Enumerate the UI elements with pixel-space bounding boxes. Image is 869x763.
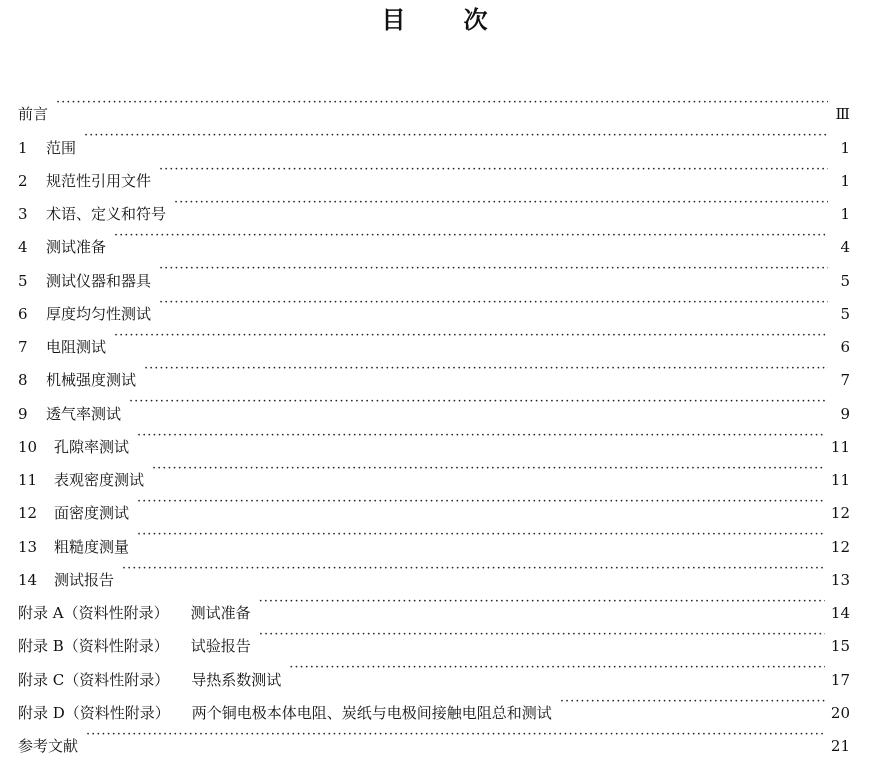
toc-entry-number: 9	[18, 404, 28, 423]
toc-entry-page: 12	[830, 537, 850, 556]
toc-entry-number: 附录 C（资料性附录）	[18, 670, 170, 689]
toc-entry-title: 面密度测试	[54, 504, 130, 523]
toc-entry-number: 4	[18, 238, 28, 257]
toc-entry-title: 术语、定义和符号	[46, 205, 167, 223]
toc-entry-number: 3	[18, 205, 28, 223]
toc-entry[interactable]	[18, 219, 850, 257]
toc-entry[interactable]	[18, 319, 850, 356]
dot-leader	[137, 419, 825, 452]
toc-entry-page: 17	[830, 670, 850, 689]
toc-entry-title: 测试准备	[190, 604, 251, 622]
toc-entry-page: 15	[830, 637, 850, 656]
toc-entry[interactable]	[18, 485, 850, 523]
dot-leader	[560, 685, 825, 718]
toc-entry-page: 1	[840, 171, 850, 190]
toc-entry-page: 5	[840, 271, 850, 290]
toc-entry[interactable]	[18, 385, 850, 423]
toc-entry-page: 1	[840, 138, 850, 157]
toc-entry-number: 12	[18, 504, 38, 523]
toc-entry[interactable]	[18, 452, 850, 489]
page-title: 目次	[381, 6, 546, 34]
toc-entry-number: 13	[18, 537, 38, 556]
toc-entry-page: 12	[830, 504, 850, 523]
toc-entry[interactable]	[18, 552, 850, 589]
dot-leader	[137, 485, 825, 518]
toc-entry[interactable]	[18, 585, 850, 622]
toc-entry-title: 试验报告	[190, 637, 251, 656]
toc-entry-title: 前言	[18, 105, 49, 124]
toc-entry-title: 电阻测试	[46, 338, 107, 356]
dot-leader	[144, 352, 828, 385]
toc-entry[interactable]	[18, 718, 850, 755]
toc-entry-page: 4	[840, 238, 850, 257]
dot-leader	[174, 186, 828, 219]
toc-entry-title: 透气率测试	[46, 404, 122, 423]
dot-leader	[122, 552, 825, 585]
dot-leader	[159, 153, 828, 186]
dot-leader	[86, 718, 825, 751]
toc-entry-number: 11	[18, 471, 38, 489]
toc-entry-page: 1	[840, 205, 850, 223]
dot-leader	[259, 585, 825, 618]
toc-entry-number: 附录 A（资料性附录）	[18, 604, 169, 622]
toc-entry-page: 14	[830, 604, 850, 622]
toc-entry[interactable]	[18, 252, 850, 290]
toc-entry-page: 21	[830, 737, 850, 755]
toc-entry-title: 机械强度测试	[46, 371, 137, 390]
toc-entry-title: 两个铜电极本体电阻、炭纸与电极间接触电阻总和测试	[191, 703, 552, 722]
dot-leader	[129, 385, 828, 418]
toc-entry-title: 参考文献	[18, 737, 79, 755]
dot-leader	[84, 119, 828, 152]
toc-entry[interactable]	[18, 86, 850, 124]
toc-entry[interactable]	[18, 153, 850, 190]
toc-entry-page: 9	[840, 404, 850, 423]
toc-entry-title: 孔隙率测试	[54, 437, 130, 456]
toc-entry-number: 6	[18, 304, 28, 323]
toc-entry-number: 8	[18, 371, 28, 390]
toc-entry-title: 粗糙度测量	[54, 537, 130, 556]
toc-entry-title: 范围	[46, 138, 77, 157]
toc-entry-page: Ⅲ	[835, 105, 850, 124]
toc-entry[interactable]	[18, 518, 850, 556]
toc-entry-number: 10	[18, 437, 38, 456]
toc-entry-title: 测试仪器和器具	[46, 271, 152, 290]
toc-entry-title: 规范性引用文件	[46, 171, 152, 190]
toc-entry-page: 13	[830, 570, 850, 589]
dot-leader	[56, 86, 828, 119]
dot-leader	[137, 518, 825, 551]
dot-leader	[114, 219, 828, 252]
dot-leader	[159, 252, 828, 285]
toc-entry-page: 7	[840, 371, 850, 390]
toc-entry-number: 附录 B（资料性附录）	[18, 637, 169, 656]
toc-entry-number: 5	[18, 271, 28, 290]
toc-entry-number: 14	[18, 570, 38, 589]
toc-entry[interactable]	[18, 419, 850, 456]
toc-entry-title: 导热系数测试	[191, 670, 282, 689]
toc-entry-title: 测试准备	[46, 238, 107, 257]
toc-entry-number: 1	[18, 138, 28, 157]
toc-entry-title: 厚度均匀性测试	[46, 304, 152, 323]
dot-leader	[152, 452, 825, 485]
toc-entry-page: 5	[840, 304, 850, 323]
toc-entry-number: 7	[18, 338, 28, 356]
toc-entry[interactable]	[18, 119, 850, 157]
toc-entry-title: 表观密度测试	[54, 471, 145, 489]
toc-entry-page: 11	[830, 471, 850, 489]
toc-entry-title: 测试报告	[54, 570, 115, 589]
dot-leader	[259, 618, 825, 651]
toc-entry[interactable]	[18, 352, 850, 390]
toc-entry-page: 6	[840, 338, 850, 356]
dot-leader	[289, 651, 825, 684]
toc-entry-page: 11	[830, 437, 850, 456]
toc-entry-page: 20	[830, 703, 850, 722]
toc-entry-number: 附录 D（资料性附录）	[18, 703, 170, 722]
dot-leader	[159, 286, 828, 319]
toc-entry-number: 2	[18, 171, 28, 190]
dot-leader	[114, 319, 828, 352]
table-of-contents	[18, 86, 850, 755]
